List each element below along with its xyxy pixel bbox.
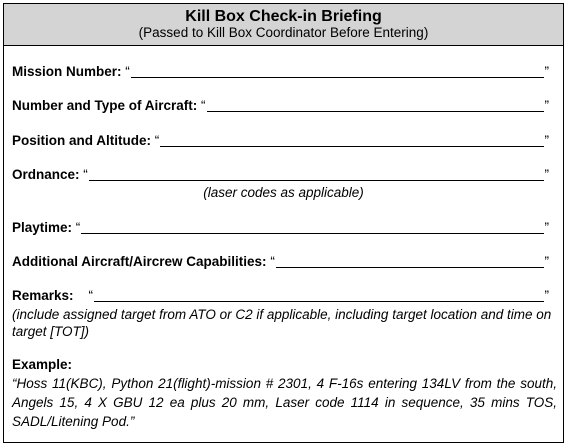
form-header: [4, 4, 563, 46]
ordnance-field[interactable]: [12, 167, 549, 183]
close-quote: ”: [544, 288, 549, 303]
close-quote: ”: [544, 133, 549, 148]
aircraft-label: Number and Type of Aircraft:: [12, 98, 198, 113]
position-altitude-input-line[interactable]: [160, 145, 543, 147]
capabilities-input-line[interactable]: [276, 266, 544, 268]
remarks-field[interactable]: [12, 288, 549, 304]
close-quote: ”: [544, 167, 549, 182]
aircraft-field[interactable]: [12, 98, 549, 114]
remarks-label: Remarks:: [12, 288, 74, 303]
ordnance-input-line[interactable]: [89, 179, 544, 181]
form-title: Kill Box Check-in Briefing: [185, 8, 382, 25]
playtime-input-line[interactable]: [81, 232, 543, 234]
open-quote: “: [266, 254, 275, 269]
remarks-input-line[interactable]: [94, 300, 543, 302]
mission-number-input-line[interactable]: [131, 76, 544, 78]
mission-number-label: Mission Number:: [12, 64, 122, 79]
playtime-field[interactable]: [12, 220, 549, 236]
form-subtitle: (Passed to Kill Box Coordinator Before Entering): [138, 25, 429, 40]
example-label: Example:: [12, 357, 73, 372]
mission-number-field[interactable]: [12, 64, 549, 80]
close-quote: ”: [544, 98, 549, 113]
open-quote: “: [79, 167, 88, 182]
open-quote: “: [197, 98, 206, 113]
open-quote: “: [121, 64, 130, 79]
aircraft-input-line[interactable]: [207, 110, 544, 112]
playtime-label: Playtime:: [12, 220, 73, 235]
remarks-note: (include assigned target from ATO or C2 if applicable, including target location and time on target [TOT]): [12, 307, 552, 339]
ordnance-note: (laser codes as applicable): [203, 185, 364, 200]
close-quote: ”: [544, 64, 549, 79]
capabilities-label: Additional Aircraft/Aircrew Capabilities:: [12, 254, 267, 269]
ordnance-label: Ordnance:: [12, 167, 80, 182]
kill-box-briefing-form: [3, 3, 564, 443]
position-altitude-label: Position and Altitude:: [12, 133, 151, 148]
open-quote: “: [151, 133, 160, 148]
position-altitude-field[interactable]: [12, 133, 549, 149]
open-quote: “: [73, 288, 94, 303]
close-quote: ”: [544, 220, 549, 235]
close-quote: ”: [544, 254, 549, 269]
open-quote: “: [72, 220, 81, 235]
example-text: “Hoss 11(KBC), Python 21(flight)-mission # 2301, 4 F-16s entering 134LV from the south, Angels 15, 4 X GBU 12 ea plus 20 mm, Laser code 1114 in sequence, 35 mins TOS, SADL/Litening Pod.”: [12, 376, 557, 429]
capabilities-field[interactable]: [12, 254, 549, 270]
